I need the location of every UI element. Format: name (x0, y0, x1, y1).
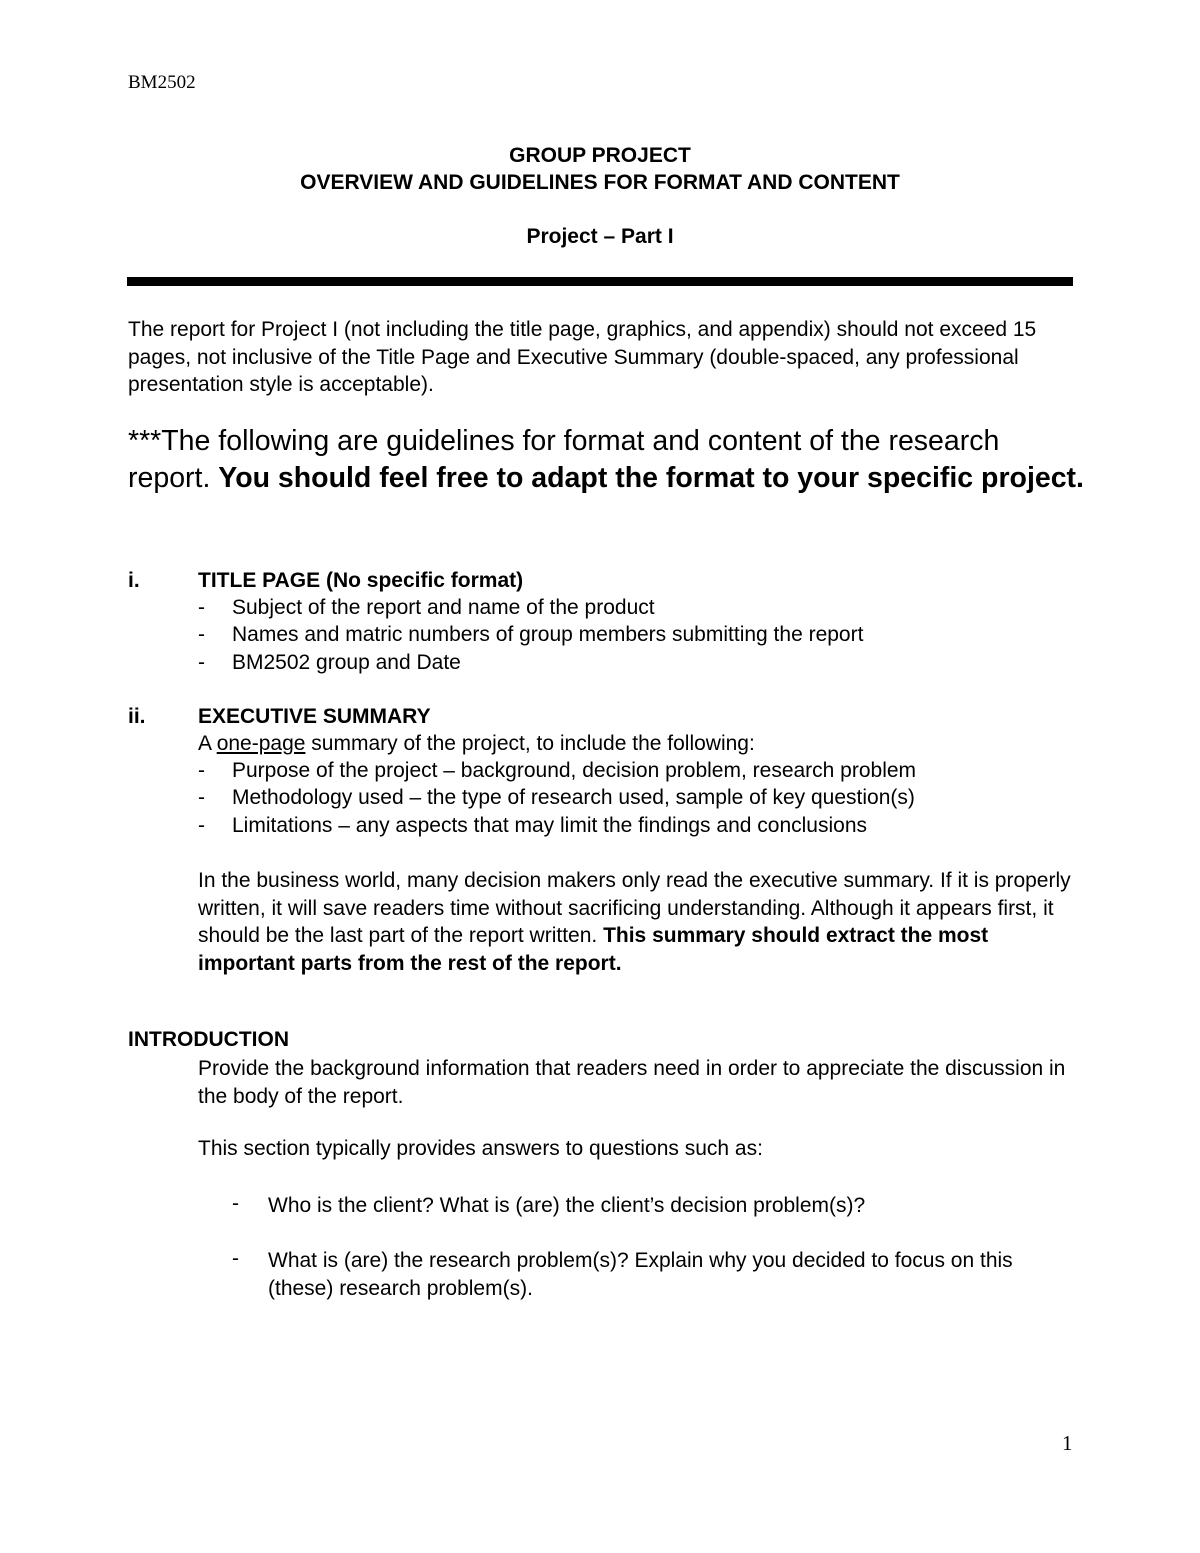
list-item-text: Subject of the report and name of the product (232, 596, 655, 619)
list-item (198, 623, 863, 647)
guidelines-bold-text: You should feel free to adapt the format to your specific project. (218, 461, 1084, 494)
bullet-dash: - (198, 651, 205, 674)
course-code-header: BM2502 (128, 72, 196, 93)
question-item: Who is the client? What is (are) the client’s decision problem(s)? (268, 1194, 866, 1217)
section-heading-title-page: TITLE PAGE (No specific format) (198, 569, 524, 592)
bullet-dash: - (232, 1247, 239, 1270)
section-number: i. (128, 569, 140, 592)
horizontal-rule (127, 277, 1073, 286)
list-item-text: Names and matric numbers of group members submitting the report (232, 623, 864, 646)
list-item-text: BM2502 group and Date (232, 651, 461, 674)
executive-summary-paragraph (198, 867, 1078, 977)
bullet-dash: - (198, 814, 205, 837)
guidelines-normal-text: ***The following are guidelines for format and content of the research report. (128, 425, 1000, 494)
intro-paragraph: The report for Project I (not including the title page, graphics, and appendix) should not exceed 15 pages, not inclusive of the Title Page and Executive Summary (double-spaced, any professional presentation style is acceptable). (128, 318, 1037, 396)
list-item (198, 651, 461, 675)
section-heading-executive-summary: EXECUTIVE SUMMARY (198, 705, 431, 728)
document-title: GROUP PROJECT (509, 144, 691, 167)
exec-paragraph-normal: In the business world, many decision makers only read the executive summary. If it is properly written, it will save readers time without sacrificing understanding. Although it appears first, it should be the last part of the report written. (198, 869, 1071, 947)
question-item: What is (are) the research problem(s)? Explain why you decided to focus on this (these) research problem(s). (268, 1249, 1013, 1300)
introduction-paragraph: Provide the background information that readers need in order to appreciate the discussion in the body of the report. (198, 1057, 1066, 1108)
introduction-heading: INTRODUCTION (128, 1028, 289, 1051)
executive-summary-lead (198, 732, 755, 756)
list-item-text: Limitations – any aspects that may limit the findings and conclusions (232, 814, 867, 837)
section-number: ii. (128, 705, 146, 728)
bullet-dash: - (232, 1192, 239, 1215)
exec-paragraph-bold: This summary should extract the most important parts from the rest of the report. (198, 924, 989, 975)
lead-underlined-text: one-page (216, 732, 306, 755)
list-item (198, 596, 655, 620)
list-item-text: Purpose of the project – background, decision problem, research problem (232, 759, 917, 782)
list-item (198, 786, 915, 810)
bullet-dash: - (198, 786, 205, 809)
list-item (198, 759, 916, 783)
page-number: 1 (1062, 1431, 1073, 1455)
guidelines-statement (128, 423, 1088, 496)
lead-prefix: A (198, 732, 217, 755)
introduction-questions-lead: This section typically provides answers to questions such as: (198, 1137, 763, 1160)
bullet-dash: - (198, 596, 205, 619)
document-subtitle: OVERVIEW AND GUIDELINES FOR FORMAT AND CONTENT (300, 171, 900, 194)
project-part-heading: Project – Part I (526, 225, 674, 248)
list-item (198, 814, 867, 838)
bullet-dash: - (198, 623, 205, 646)
list-item-text: Methodology used – the type of research used, sample of key question(s) (232, 786, 915, 809)
lead-suffix: summary of the project, to include the following: (305, 732, 755, 755)
bullet-dash: - (198, 759, 205, 782)
